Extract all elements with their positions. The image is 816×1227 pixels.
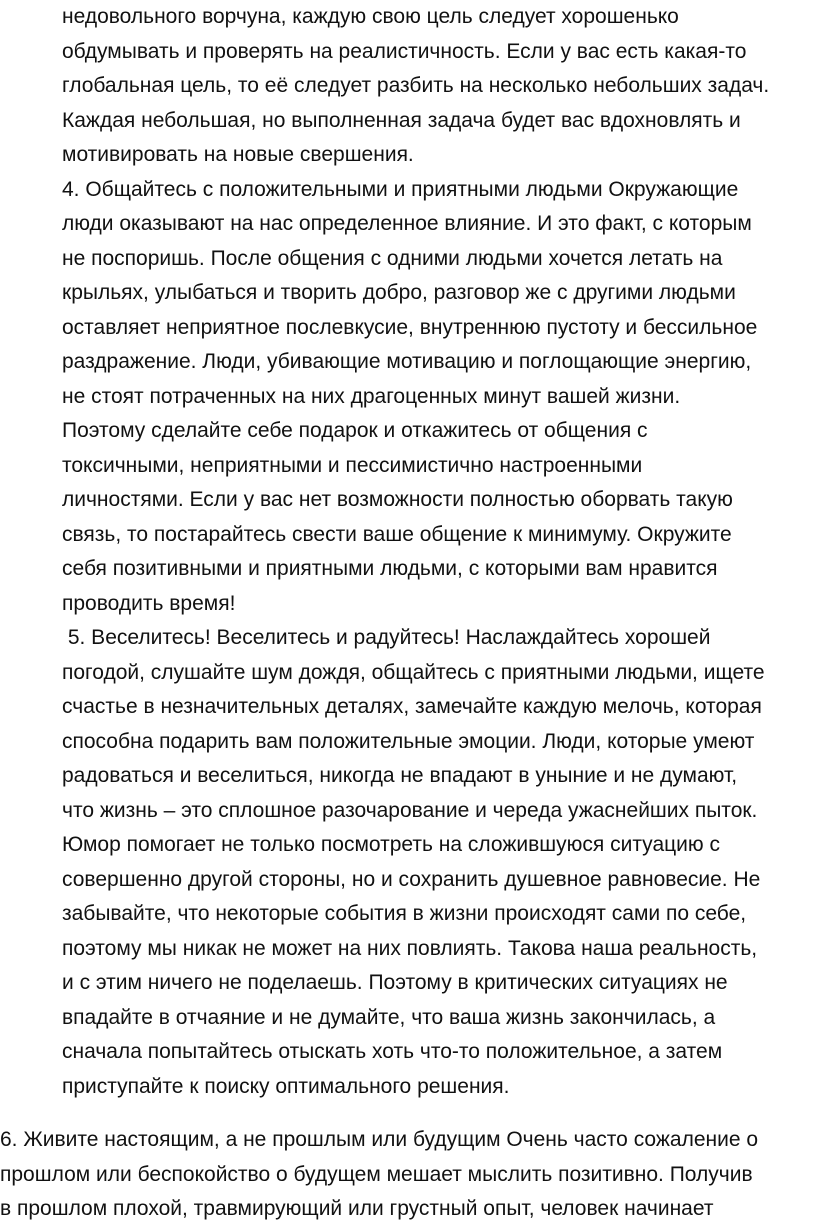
text-line: раздражение. Люди, убивающие мотивацию и поглощающие энергию, <box>62 350 752 373</box>
text-line: сначала попытайтесь отыскать хоть что-то положительное, а затем <box>62 1040 723 1063</box>
text-line: Каждая небольшая, но выполненная задача будет вас вдохновлять и <box>62 108 741 132</box>
text-line: мотивировать на новые свершения. <box>62 143 414 166</box>
text-line: проводить время! <box>62 591 236 615</box>
text-line: счастье в незначительных деталях, замечайте каждую мелочь, которая <box>62 695 762 718</box>
text-line: погодой, слушайте шум дождя, общайтесь с приятными людьми, ищете <box>62 660 765 684</box>
section-6-text-block <box>0 1123 816 1227</box>
text-line: токсичными, неприятными и пессимистично настроенными <box>62 453 643 477</box>
text-line: недовольного ворчуна, каждую свою цель следует хорошенько <box>62 5 679 28</box>
text-line: и с этим ничего не поделаешь. Поэтому в критических ситуациях не <box>62 971 728 994</box>
text-line: Поэтому сделайте себе подарок и откажитесь от общения с <box>62 419 648 442</box>
text-line: не поспоришь. После общения с одними людьми хочется летать на <box>62 246 723 270</box>
text-line: крыльях, улыбаться и творить добро, разговор же с другими людьми <box>62 281 736 304</box>
text-line: впадайте в отчаяние и не думайте, что ваша жизнь закончилась, а <box>62 1005 716 1029</box>
text-line: люди оказывают на нас определенное влияние. И это факт, с которым <box>62 212 752 235</box>
text-line: способна подарить вам положительные эмоции. Люди, которые умеют <box>62 729 755 753</box>
text-line: приступайте к поиску оптимального решения. <box>62 1074 510 1098</box>
text-line: оставляет неприятное послевкусие, внутреннюю пустоту и бессильное <box>62 315 758 339</box>
text-line: личностями. Если у вас нет возможности полностью оборвать такую <box>62 488 733 511</box>
text-line: связь, то постарайтесь свести ваше общение к минимуму. Окружите <box>62 522 732 546</box>
text-line: совершенно другой стороны, но и сохранить душевное равновесие. Не <box>62 867 761 891</box>
section-4-heading-line: 4. Общайтесь с положительными и приятными людьми Окружающие <box>62 177 739 201</box>
section-6-heading-line: 6. Живите настоящим, а не прошлым или будущим Очень часто сожаление о <box>0 1128 759 1151</box>
text-line: себя позитивными и приятными людьми, с которыми вам нравится <box>62 557 718 580</box>
text-line: глобальная цель, то её следует разбить на несколько небольших задач. <box>62 74 770 97</box>
text-line: Юмор помогает не только посмотреть на сложившуюся ситуацию с <box>62 833 720 856</box>
text-line: радоваться и веселиться, никогда не впадают в уныние и не думают, <box>62 764 738 787</box>
main-text-block <box>62 0 816 1104</box>
text-line: поэтому мы никак не может на них повлиять. Такова наша реальность, <box>62 936 758 960</box>
section-5-heading-line: 5. Веселитесь! Веселитесь и радуйтесь! Наслаждайтесь хорошей <box>62 626 711 649</box>
text-line: забывайте, что некоторые события в жизни происходят сами по себе, <box>62 902 747 925</box>
text-line: обдумывать и проверять на реалистичность. Если у вас есть какая-то <box>62 39 747 63</box>
text-line: не стоят потраченных на них драгоценных минут вашей жизни. <box>62 384 681 408</box>
text-line: прошлом или беспокойство о будущем мешает мыслить позитивно. Получив <box>0 1162 753 1186</box>
text-line: в прошлом плохой, травмирующий или грустный опыт, человек начинает <box>0 1197 714 1220</box>
text-line: что жизнь – это сплошное разочарование и череда ужаснейших пыток. <box>62 798 758 822</box>
